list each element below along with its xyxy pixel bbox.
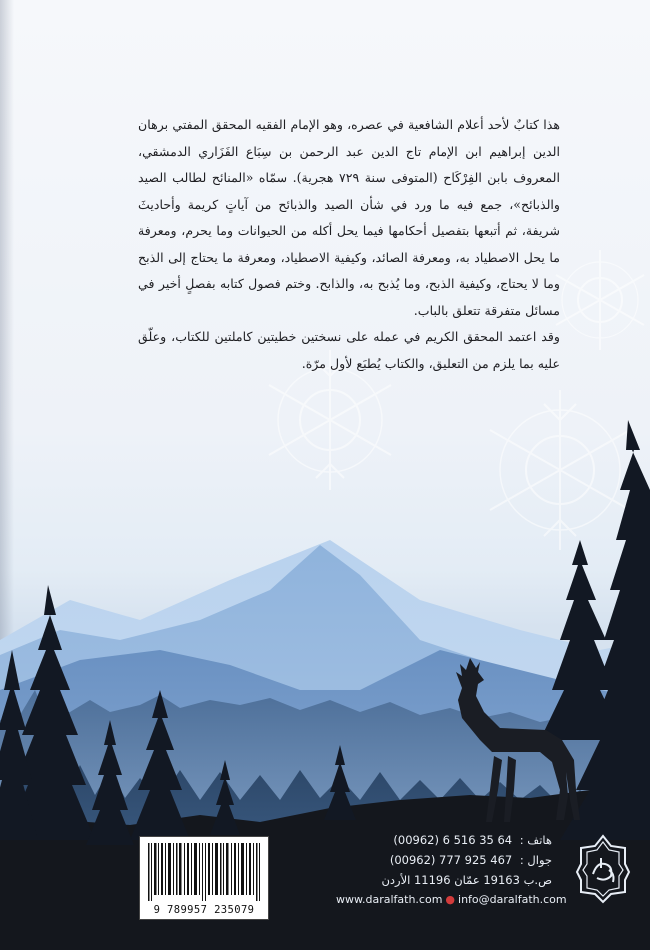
isbn-number: 9 789957 235079 bbox=[153, 904, 255, 916]
website-link[interactable]: www.daralfath.com bbox=[336, 893, 443, 906]
description-paragraph-1: هذا كتابٌ لأحد أعلام الشافعية في عصره، وهو الإمام الفقيه المحقق المفتي برهان الدين إبراهيم ابن الإمام تاج الدين عبد الرحمن بن سِبَاع الفَزَاري الدمشقي، المعروف بابن الفِرْكَاح (المتوفى سنة ٧٢٩ هجرية). سمّاه «المنائح لطالب الصيد والذبائح»، جمع فيه ما ورد في شأن الصيد والذبائح من آياتٍ كريمة وأحاديثَ شريفة، ثم أتبعها بتفصيل أحكامها فيما يحل أكله من الحيوانات وما يحرم، ومعرفة ما يحل الاصطياد به، ومعرفة الصائد، وكيفية الاصطياد، ومعرفة ما يحتاج إلى الذبح وما لا يحتاج، وكيفية الذبح، وما يُذبح به، والذابح. وختم فصول كتابه بفصلٍ أخير في مسائل متفرقة تتعلق بالباب. bbox=[138, 117, 560, 318]
separator-dot-icon: ● bbox=[445, 893, 456, 906]
phone-line bbox=[330, 830, 552, 850]
publisher-contact bbox=[330, 830, 567, 910]
email-link[interactable]: info@daralfath.com bbox=[458, 893, 567, 906]
description-paragraph-2: وقد اعتمد المحقق الكريم في عمله على نسختين خطيتين كاملتين للكتاب، وعلّق عليه بما يلزم من التعليق، والكتاب يُطبَع لأول مرّة. bbox=[138, 329, 560, 371]
isbn-barcode bbox=[139, 836, 269, 920]
phone-label: هاتف : bbox=[519, 833, 552, 847]
po-box-line: ص.ب 19163 عمّان 11196 الأردن bbox=[381, 873, 552, 887]
mobile-label: جوال : bbox=[519, 853, 552, 867]
phone-number: (00962) 6 516 35 64 bbox=[393, 833, 513, 847]
web-contact-line bbox=[336, 890, 567, 910]
barcode-bars bbox=[146, 843, 262, 901]
mobile-number: (00962) 777 925 467 bbox=[389, 853, 513, 867]
mobile-line bbox=[330, 850, 552, 870]
book-description bbox=[138, 112, 560, 377]
publisher-logo-icon bbox=[575, 834, 631, 904]
